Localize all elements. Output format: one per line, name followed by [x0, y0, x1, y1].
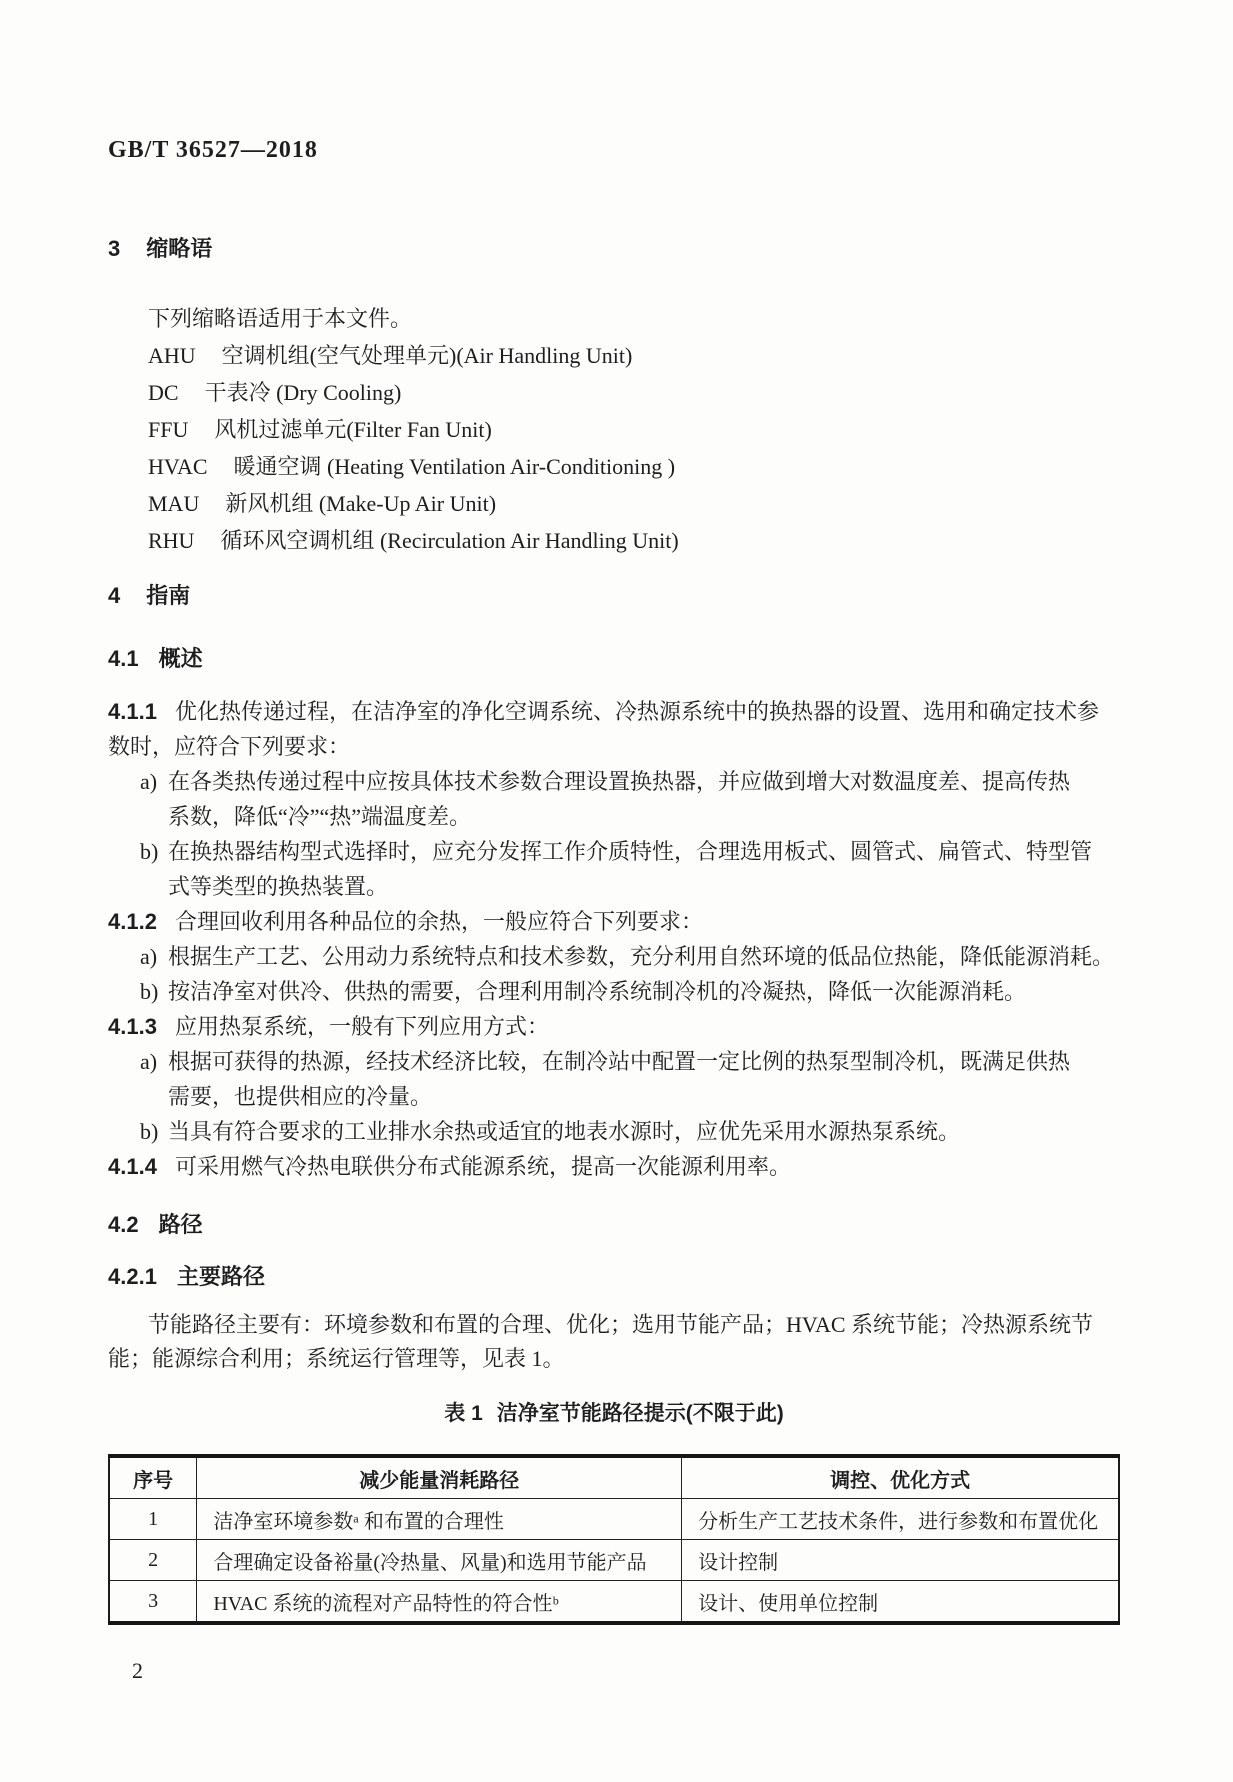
clause-number: 4.1.3 [108, 1014, 157, 1039]
abbr-definition: 空调机组(空气处理单元)(Air Handling Unit) [221, 343, 633, 368]
abbreviation-item-dc [108, 374, 1120, 411]
list-item-b-line-1 [108, 1114, 1120, 1149]
standard-number: GB/T 36527—2018 [108, 137, 318, 163]
table-header-method: 调控、优化方式 [682, 1456, 1119, 1499]
table-caption-label: 表 1 [444, 1402, 483, 1425]
paragraph-line-2: 能；能源综合利用；系统运行管理等，见表 1。 [108, 1346, 565, 1371]
table-cell-no: 1 [109, 1499, 197, 1540]
table-header-path: 减少能量消耗路径 [197, 1456, 682, 1499]
list-item-text: 根据可获得的热源，经技术经济比较，在制冷站中配置一定比例的热泵型制冷机，既满足供热 [168, 1049, 1071, 1074]
paragraph-4-2-1 [108, 1308, 1120, 1376]
abbr-definition: 暖通空调 (Heating Ventilation Air-Conditioning ) [233, 454, 676, 479]
clause-text: 优化热传递过程，在洁净室的净化空调系统、冷热源系统中的换热器的设置、选用和确定技术参 [174, 699, 1099, 724]
section-4-2-1-heading [108, 1262, 1120, 1292]
list-item-label: b) [140, 839, 159, 864]
list-item-label: b) [140, 1119, 159, 1144]
table-cell-no: 3 [109, 1581, 197, 1624]
abbr-code: FFU [148, 417, 189, 442]
abbr-code: DC [148, 380, 179, 405]
abbreviation-item-ffu [108, 411, 1120, 448]
table-header-row [109, 1456, 1119, 1499]
section-4-2-1-title: 主要路径 [176, 1264, 265, 1289]
section-4-title: 指南 [146, 583, 191, 608]
section-4-1-heading [108, 644, 1120, 674]
table-cell-method: 分析生产工艺技术条件，进行参数和布置优化 [682, 1499, 1119, 1540]
clause-4-1-2-line-1 [108, 904, 1120, 939]
clauses-block [108, 694, 1120, 1184]
abbr-definition: 风机过滤单元(Filter Fan Unit) [214, 417, 492, 442]
page-content [108, 0, 1120, 1685]
clause-text: 可采用燃气冷热电联供分布式能源系统，提高一次能源利用率。 [174, 1154, 791, 1179]
clause-text: 应用热泵系统，一般有下列应用方式： [174, 1014, 549, 1039]
list-item-a-line-1 [108, 1044, 1120, 1079]
table-caption-title: 洁净室节能路径提示(不限于此) [496, 1402, 784, 1425]
section-3-title: 缩略语 [146, 236, 213, 261]
list-item-label: a) [140, 769, 158, 794]
table-cell-path: 合理确定设备裕量(冷热量、风量)和选用节能产品 [197, 1540, 682, 1581]
table-row [109, 1540, 1119, 1581]
abbr-definition: 循环风空调机组 (Recirculation Air Handling Unit) [220, 528, 679, 553]
list-item-a-line-2: 需要，也提供相应的冷量。 [168, 1084, 433, 1109]
clause-4-1-1-line-1 [108, 694, 1120, 729]
section-4-2-1-number: 4.2.1 [108, 1264, 157, 1289]
clause-4-1-4-line-1 [108, 1149, 1120, 1184]
clause-4-1-3-line-1 [108, 1009, 1120, 1044]
table-header-no: 序号 [109, 1456, 197, 1499]
clause-text: 合理回收利用各种品位的余热，一般应符合下列要求： [174, 909, 703, 934]
list-item-b-line-2: 式等类型的换热装置。 [168, 874, 389, 899]
list-item-label: a) [140, 944, 158, 969]
list-item-label: b) [140, 979, 159, 1004]
clause-number: 4.1.4 [108, 1154, 157, 1179]
paragraph-line-1: 节能路径主要有：环境参数和布置的合理、优化；选用节能产品；HVAC 系统节能；冷热源系统节 [148, 1312, 1094, 1337]
clause-number: 4.1.2 [108, 909, 157, 934]
abbr-code: RHU [148, 528, 195, 553]
abbr-code: HVAC [148, 454, 208, 479]
section-4-2-title: 路径 [158, 1212, 203, 1237]
abbreviation-item-mau [108, 485, 1120, 522]
abbr-definition: 新风机组 (Make-Up Air Unit) [225, 491, 497, 516]
table-caption [108, 1400, 1120, 1428]
list-item-text: 根据生产工艺、公用动力系统特点和技术参数，充分利用自然环境的低品位热能，降低能源消耗。 [168, 944, 1115, 969]
abbreviation-item-ahu [108, 337, 1120, 374]
clause-number: 4.1.1 [108, 699, 157, 724]
abbreviation-item-rhu [108, 522, 1120, 559]
table-cell-no: 2 [109, 1540, 197, 1581]
section-4-number: 4 [108, 583, 121, 608]
abbr-code: AHU [148, 343, 196, 368]
section-3-number: 3 [108, 236, 121, 261]
section-4-heading [108, 581, 1120, 611]
list-item-text: 当具有符合要求的工业排水余热或适宜的地表水源时，应优先采用水源热泵系统。 [168, 1119, 961, 1144]
table-cell-path: 洁净室环境参数ᵃ 和布置的合理性 [197, 1499, 682, 1540]
list-item-a-line-1 [108, 939, 1120, 974]
table-row [109, 1499, 1119, 1540]
list-item-label: a) [140, 1049, 158, 1074]
list-item-text: 按洁净室对供冷、供热的需要，合理利用制冷系统制冷机的冷凝热，降低一次能源消耗。 [168, 979, 1027, 1004]
list-item-b-line-1 [108, 974, 1120, 1009]
abbreviations-intro: 下列缩略语适用于本文件。 [148, 306, 413, 331]
table-row [109, 1581, 1119, 1624]
clause-4-1-1-line-2: 数时，应符合下列要求： [108, 734, 351, 759]
table-cell-method: 设计、使用单位控制 [682, 1581, 1119, 1624]
section-4-2-number: 4.2 [108, 1212, 139, 1237]
abbr-code: MAU [148, 491, 200, 516]
list-item-a-line-1 [108, 764, 1120, 799]
table-cell-method: 设计控制 [682, 1540, 1119, 1581]
list-item-text: 在换热器结构型式选择时，应充分发挥工作介质特性，合理选用板式、圆管式、扁管式、特型管 [168, 839, 1093, 864]
section-4-2-heading [108, 1210, 1120, 1240]
section-3-heading [108, 234, 1120, 264]
abbr-definition: 干表冷 (Dry Cooling) [204, 380, 402, 405]
table-cell-path: HVAC 系统的流程对产品特性的符合性ᵇ [197, 1581, 682, 1624]
section-4-1-title: 概述 [158, 646, 203, 671]
list-item-a-line-2: 系数，降低“冷”“热”端温度差。 [168, 804, 472, 829]
list-item-b-line-1 [108, 834, 1120, 869]
list-item-text: 在各类热传递过程中应按具体技术参数合理设置换热器，并应做到增大对数温度差、提高传热 [168, 769, 1071, 794]
section-4-1-number: 4.1 [108, 646, 139, 671]
abbreviation-item-hvac [108, 448, 1120, 485]
table-1 [108, 1454, 1120, 1625]
abbreviations-block [108, 300, 1120, 559]
page-number: 2 [132, 1658, 143, 1683]
